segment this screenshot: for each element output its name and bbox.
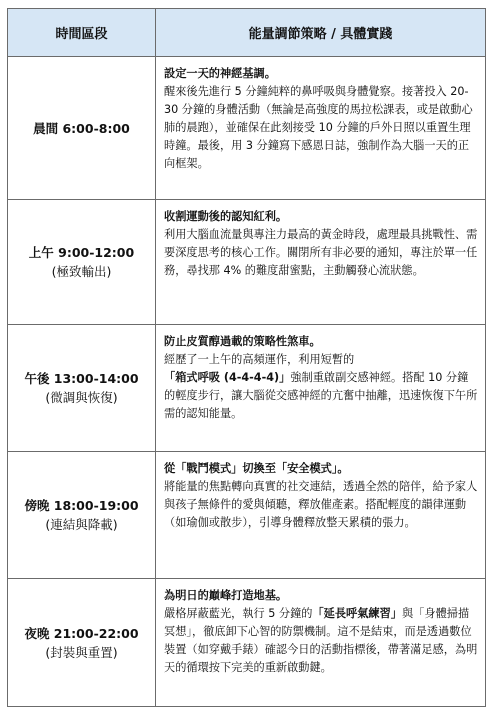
strategy-body: 利用大腦血流量與專注力最高的黃金時段，處理最具挑戰性、需要深度思考的核心工作。關閉所有非必要的通知，專注於單一任務，尋找那 4% 的難度甜蜜點，主動觸發心流狀態。 [164, 228, 478, 277]
strategy-title: 收割運動後的認知紅利。 [164, 210, 288, 223]
time-phase: (極致輸出) [51, 264, 112, 279]
schedule-table [7, 8, 486, 707]
strategy-title: 防止皮質醇過載的策略性煞車。 [164, 335, 321, 348]
strategy-body-part: 經歷了一上午的高頻運作，利用短暫的 [164, 353, 355, 366]
strategy-body-highlight: 「延長呼氣練習」 [312, 607, 402, 620]
strategy-title: 設定一天的神經基調。 [164, 67, 276, 80]
strategy-body-highlight: 「箱式呼吸 (4-4-4-4)」 [164, 371, 291, 384]
strategy-body-part: 嚴格屏蔽藍光，執行 5 分鐘的 [164, 607, 313, 620]
time-phase: (封裝與重置) [45, 644, 118, 660]
strategy-body [164, 351, 479, 423]
table-row [8, 200, 486, 325]
time-cell [8, 452, 156, 579]
time-cell [8, 579, 156, 707]
time-range: 傍晚 18:00-19:00 [24, 498, 139, 513]
strategy-body-part: 強制重啟副交感神經。搭配 10 分鐘的輕度步行，讓大腦從交感神經的亢奮中抽離，迅速恢復下午所需的認知能量。 [164, 371, 478, 420]
table-row [8, 325, 486, 452]
strategy-cell [156, 57, 486, 200]
strategy-body [164, 605, 479, 677]
table-row [8, 57, 486, 200]
header-time-column: 時間區段 [8, 9, 156, 57]
time-phase: (微調與恢復) [45, 390, 118, 405]
table-header-row [8, 9, 486, 57]
time-range: 午後 13:00-14:00 [24, 371, 139, 386]
time-phase: (連結與降載) [45, 517, 118, 532]
time-cell [8, 200, 156, 325]
time-range: 夜晚 21:00-22:00 [24, 625, 139, 641]
strategy-cell [156, 579, 486, 707]
strategy-cell [156, 325, 486, 452]
strategy-title: 從「戰鬥模式」切換至「安全模式」。 [164, 462, 349, 475]
strategy-title: 為明日的巔峰打造地基。 [164, 589, 288, 602]
time-range: 晨間 6:00-8:00 [33, 120, 130, 136]
strategy-body: 醒來後先進行 5 分鐘純粹的鼻呼吸與身體覺察。接著投入 20-30 分鐘的身體活動（無論是高強度的馬拉松課表，或是啟動心肺的晨跑），並確保在此刻接受 10 分鐘的戶外日照以重置生理時鐘。最後，用 3 分鐘寫下感恩日誌，強制作為大腦一天的正向框架。 [164, 85, 473, 170]
strategy-cell [156, 452, 486, 579]
time-cell [8, 325, 156, 452]
table-row [8, 579, 486, 707]
strategy-body-part: 與「身體掃描冥想」，徹底卸下心智的防禦機制。這不是結束，而是透過數位裝置（如穿戴手錶）確認今日的活動指標後，帶著滿足感，為明天的循環按下完美的重新啟動鍵。 [164, 607, 478, 674]
time-range: 上午 9:00-12:00 [28, 245, 135, 260]
time-cell [8, 57, 156, 200]
header-strategy-column: 能量調節策略 / 具體實踐 [156, 9, 486, 57]
strategy-body: 將能量的焦點轉向真實的社交連結，透過全然的陪伴，給予家人與孩子無條件的愛與傾聽，釋放催產素。搭配輕度的韻律運動（如瑜伽或散步），引導身體釋放整天累積的張力。 [164, 480, 478, 529]
table-row [8, 452, 486, 579]
strategy-cell [156, 200, 486, 325]
